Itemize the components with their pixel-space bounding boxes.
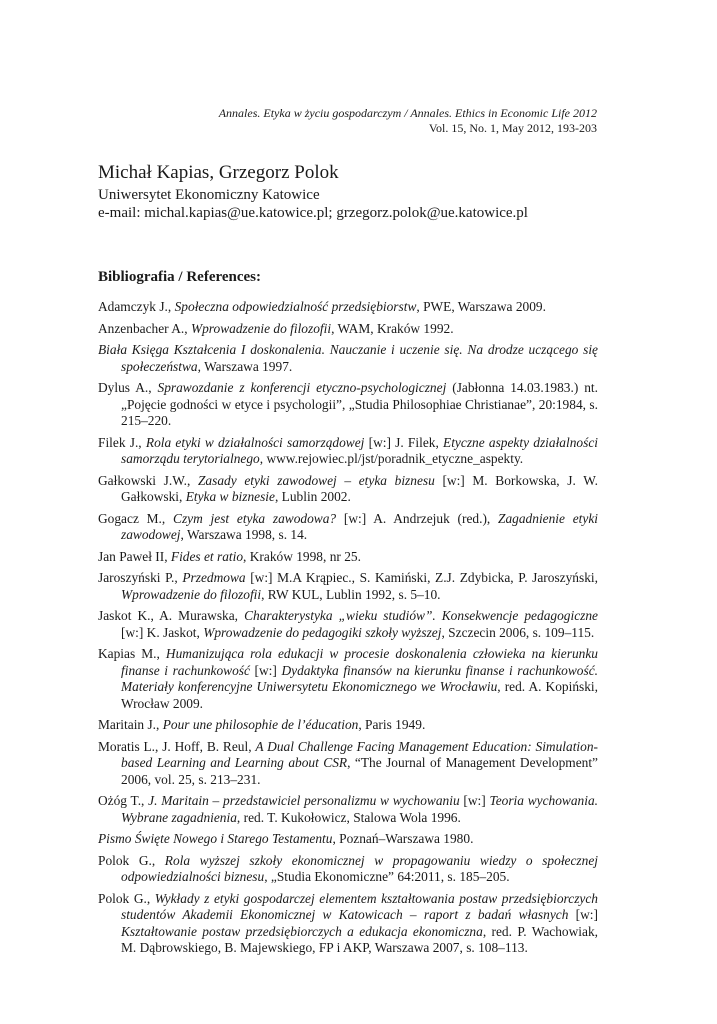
reference-title: Wprowadzenie do filozofii bbox=[121, 586, 262, 602]
affiliation: Uniwersytet Ekonomiczny Katowice bbox=[98, 187, 320, 203]
reference-title: Etyka w biznesie bbox=[185, 489, 275, 504]
journal-header bbox=[219, 106, 597, 136]
reference-text: , Kraków 1998, nr 25. bbox=[243, 548, 361, 564]
reference-text: , “The Journal of Management Development” 2006, vol. 25, s. 213–231. bbox=[121, 755, 598, 787]
reference-text: Adamczyk J., bbox=[98, 299, 175, 314]
reference-entry bbox=[98, 739, 598, 789]
reference-title: J. Maritain – przedstawiciel personalizmu w wychowaniu bbox=[148, 793, 460, 808]
reference-text: , Warszawa 1997. bbox=[197, 358, 293, 374]
reference-title: Wykłady z etyki gospodarczej elementem kształtowania postaw przedsiębiorczych studentów Akademii Ekonomicznej w Katowicach – raport z badań własnych bbox=[121, 890, 598, 922]
author-block bbox=[98, 160, 618, 222]
reference-title: Czym jest etyka zawodowa? bbox=[173, 510, 337, 526]
reference-title: Kształtowanie postaw przedsiębiorczych a edukacja ekonomiczna bbox=[121, 923, 483, 939]
author-names: Michał Kapias, Grzegorz Polok bbox=[98, 162, 339, 183]
reference-text: [w:] bbox=[459, 793, 490, 808]
reference-title: Wprowadzenie do pedagogiki szkoły wyższej bbox=[203, 624, 442, 640]
reference-text: , www.rejowiec.pl/jst/poradnik_etyczne_aspekty. bbox=[259, 451, 524, 466]
reference-text: , Lublin 2002. bbox=[274, 489, 351, 504]
reference-entry bbox=[98, 891, 598, 957]
reference-text: Jan Paweł II, bbox=[98, 548, 171, 564]
reference-text: , „Studia Ekonomiczne” 64:2011, s. 185–205. bbox=[264, 869, 510, 884]
reference-entry bbox=[98, 608, 598, 641]
reference-entry bbox=[98, 549, 598, 566]
reference-entry bbox=[98, 342, 598, 375]
reference-entry bbox=[98, 511, 598, 544]
reference-entry bbox=[98, 831, 598, 848]
reference-text: Gałkowski J.W., bbox=[98, 472, 198, 488]
reference-text: Jaroszyński P., bbox=[98, 570, 183, 585]
reference-title: Etyczne aspekty działalności samorządu terytorialnego bbox=[121, 434, 598, 466]
reference-entry bbox=[98, 435, 598, 468]
reference-title: Rola wyższej szkoły ekonomicznej w propagowaniu wiedzy o społecznej odpowiedzialności biznesu bbox=[121, 852, 598, 884]
reference-text: (Jabłonna 14.03.1983.) nt. „Pojęcie godności w etyce i psychologii”, „Studia Philosophiae Christianae”, 20:1984, s. 215–220. bbox=[121, 380, 598, 428]
reference-text: , Szczecin 2006, s. 109–115. bbox=[441, 624, 595, 640]
reference-title: Humanizująca rola edukacji w procesie doskonalenia człowieka na kierunku finanse i rachunkowość bbox=[121, 646, 598, 678]
journal-title: Annales. Etyka w życiu gospodarczym / Annales. Ethics in Economic Life 2012 bbox=[218, 106, 597, 120]
reference-entry bbox=[98, 570, 598, 603]
reference-entry bbox=[98, 793, 598, 826]
reference-text: Ożóg T., bbox=[98, 793, 149, 808]
reference-text: , Paris 1949. bbox=[358, 717, 426, 732]
bibliography-heading: Bibliografia / References: bbox=[98, 269, 262, 285]
reference-text: [w:] bbox=[568, 907, 598, 922]
reference-title: Rola etyki w działalności samorządowej bbox=[145, 434, 365, 450]
reference-title: Biała Księga Kształcenia I doskonalenia. Nauczanie i uczenie się. Na drodze uczącego się społeczeństwa bbox=[98, 342, 598, 374]
reference-text: , PWE, Warszawa 2009. bbox=[416, 299, 546, 314]
reference-text: , RW KUL, Lublin 1992, s. 5–10. bbox=[261, 586, 441, 602]
reference-entry bbox=[98, 853, 598, 886]
reference-entry bbox=[98, 473, 598, 506]
reference-text: [w:] bbox=[249, 662, 282, 678]
reference-text: [w:] M. Borkowska, J. W. Gałkowski, bbox=[121, 472, 598, 504]
reference-entry bbox=[98, 717, 598, 734]
reference-title: Sprawozdanie z konferencji etyczno-psychologicznej bbox=[157, 380, 447, 395]
reference-entry bbox=[98, 646, 598, 712]
reference-text: Gogacz M., bbox=[98, 510, 174, 526]
reference-title: Dydaktyka finansów na kierunku finanse i rachunkowość. Materiały konferencyjne Uniwersytetu Ekonomicznego we Wrocławiu bbox=[121, 662, 599, 694]
reference-text: Dylus A., bbox=[98, 380, 158, 395]
reference-text: Moratis L., J. Hoff, B. Reul, bbox=[98, 738, 256, 754]
reference-title: Teoria wychowania. Wybrane zagadnienia bbox=[121, 793, 599, 825]
reference-list bbox=[98, 299, 598, 957]
bibliography-section bbox=[98, 268, 598, 962]
reference-text: [w:] J. Filek, bbox=[364, 434, 444, 450]
reference-text: Filek J., bbox=[98, 434, 146, 450]
journal-volume: Vol. 15, No. 1, May 2012, 193-203 bbox=[428, 121, 597, 135]
email-line: e-mail: michal.kapias@ue.katowice.pl; grzegorz.polok@ue.katowice.pl bbox=[98, 205, 528, 221]
reference-title: Pismo Święte Nowego i Starego Testamentu bbox=[98, 831, 333, 846]
reference-title: Fides et ratio bbox=[170, 548, 244, 564]
reference-title: Charakterystyka „wieku studiów”. Konsekwencje pedagogiczne bbox=[244, 608, 598, 623]
reference-title: Pour une philosophie de l’éducation bbox=[162, 717, 359, 732]
reference-entry bbox=[98, 299, 598, 316]
reference-text: , Warszawa 1998, s. 14. bbox=[180, 527, 308, 542]
reference-text: Jaskot K., A. Murawska, bbox=[98, 608, 245, 623]
reference-text: Kapias M., bbox=[98, 646, 166, 661]
reference-title: Przedmowa bbox=[182, 570, 246, 585]
reference-text: , Poznań–Warszawa 1980. bbox=[332, 831, 474, 846]
reference-text: [w:] K. Jaskot, bbox=[121, 624, 204, 640]
reference-title: Społeczna odpowiedzialność przedsiębiorstw bbox=[174, 299, 417, 314]
reference-entry bbox=[98, 380, 598, 430]
reference-text: Maritain J., bbox=[98, 717, 163, 732]
reference-text: Polok G., bbox=[98, 852, 165, 868]
reference-title: A Dual Challenge Facing Management Education: Simulation-based Learning and Learning about CSR bbox=[121, 738, 598, 770]
reference-text: Anzenbacher A., bbox=[98, 320, 191, 336]
reference-text: [w:] A. Andrzejuk (red.), bbox=[336, 510, 499, 526]
reference-title: Zasady etyki zawodowej – etyka biznesu bbox=[197, 472, 435, 488]
reference-text: , red. P. Wachowiak, M. Dąbrowskiego, B. Majewskiego, FP i AKP, Warszawa 2007, s. 108–113. bbox=[121, 923, 598, 955]
reference-entry bbox=[98, 321, 598, 338]
reference-text: [w:] M.A Krąpiec., S. Kamiński, Z.J. Zdybicka, P. Jaroszyński, bbox=[245, 570, 598, 585]
reference-text: , red. A. Kopiński, Wrocław 2009. bbox=[121, 679, 598, 711]
reference-text: , WAM, Kraków 1992. bbox=[331, 320, 454, 336]
reference-title: Wprowadzenie do filozofii bbox=[190, 320, 332, 336]
reference-text: , red. T. Kukołowicz, Stalowa Wola 1996. bbox=[236, 809, 461, 825]
reference-title: Zagadnienie etyki zawodowej bbox=[121, 510, 598, 542]
reference-text: Polok G., bbox=[98, 890, 155, 906]
